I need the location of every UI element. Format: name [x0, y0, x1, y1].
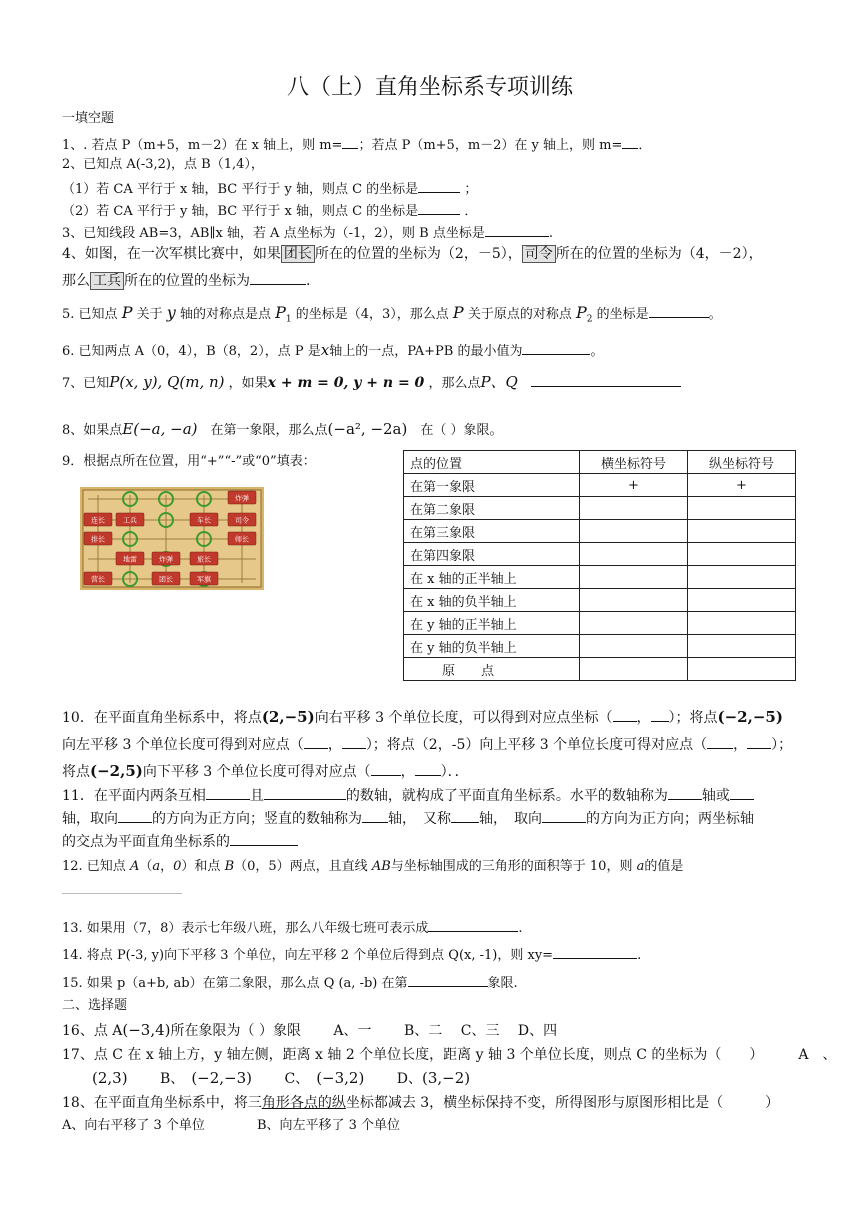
- answer-blank[interactable]: [622, 134, 638, 149]
- answer-blank[interactable]: [707, 734, 733, 749]
- table-cell-answer[interactable]: [688, 566, 796, 589]
- piece-commander: 司令: [235, 516, 249, 525]
- option-b[interactable]: (−2,−3): [191, 1069, 253, 1087]
- piece-engineer: 工兵: [123, 516, 137, 525]
- piece-bomb: 炸弹: [235, 494, 249, 503]
- question-8: 8、如果点E(−a, −a) 在第一象限，那么点(−a², −2a) 在（ ）象限。: [62, 420, 503, 438]
- table-cell-answer[interactable]: [580, 566, 688, 589]
- question-4-line-2: 那么 工兵 所在的位置的坐标为 .: [62, 270, 310, 290]
- question-6: 6. 已知两点 A（0，4），B（8，2），点 P 是x轴上的一点，PA+PB 的最小值为 。: [62, 341, 604, 359]
- table-cell-answer[interactable]: [580, 520, 688, 543]
- piece-label-engineer: 工兵: [90, 272, 124, 290]
- question-17-options: (2,3) B、 (−2,−3) C、 (−3,2) D、(3,−2): [92, 1069, 471, 1087]
- option-a-label: A 、: [798, 1047, 837, 1063]
- table-row: 原 点: [404, 658, 796, 681]
- table-cell-answer[interactable]: [688, 520, 796, 543]
- piece-flag: 军旗: [197, 575, 211, 584]
- answer-blank[interactable]: [542, 808, 586, 823]
- table-row: 在第二象限: [404, 497, 796, 520]
- piece-bomb-2: 炸弹: [159, 555, 173, 564]
- question-7: 7、已知P(x, y), Q(m, n) ，如果x + m = 0, y + n = 0 ，那么点P、Q: [62, 372, 681, 393]
- question-11: 11．在平面内两条互相 且 的数轴，就构成了平面直角坐标系。水平的数轴称为 轴或: [62, 785, 754, 805]
- option-c[interactable]: C、三: [460, 1023, 500, 1039]
- table-cell-answer[interactable]: [580, 635, 688, 658]
- table-header: 纵坐标符号: [688, 451, 796, 474]
- option-a[interactable]: (2,3): [92, 1069, 128, 1087]
- table-cell-answer[interactable]: [580, 497, 688, 520]
- question-5: 5. 已知点 P 关于 y 轴的对称点是点 $P_1$ 的坐标是（4，3），那么点 P 关于原点的对称点 $P_2$ 的坐标是 。: [62, 303, 722, 325]
- answer-blank[interactable]: [342, 734, 366, 749]
- piece-car: 车长: [197, 516, 211, 525]
- answer-blank[interactable]: [342, 134, 358, 149]
- table-cell-answer[interactable]: [580, 589, 688, 612]
- answer-blank[interactable]: [304, 734, 328, 749]
- answer-blank[interactable]: [485, 222, 549, 237]
- answer-blank[interactable]: [649, 303, 709, 318]
- table-cell-answer[interactable]: +: [688, 474, 796, 497]
- question-2-part-1: （1）若 CA 平行于 x 轴，BC 平行于 y 轴，则点 C 的坐标是 ；: [62, 178, 477, 199]
- table-cell-answer[interactable]: [688, 635, 796, 658]
- answer-blank[interactable]: [371, 761, 401, 776]
- question-9: 9．根据点所在位置，用“+”“-”或“0”填表：: [62, 454, 316, 469]
- question-2-part-2: （2）若 CA 平行于 y 轴，BC 平行于 x 轴，则点 C 的坐标是 ．: [62, 200, 477, 221]
- answer-blank[interactable]: [668, 785, 702, 800]
- answer-blank[interactable]: [522, 340, 590, 355]
- table-row: 在 y 轴的负半轴上: [404, 635, 796, 658]
- answer-blank[interactable]: [250, 270, 306, 285]
- question-10-line-3: 将点(−2,5)向下平移 3 个单位长度可得对应点（ ， ）．．: [62, 762, 469, 780]
- answer-blank[interactable]: [428, 917, 518, 932]
- answer-blank[interactable]: [553, 944, 637, 959]
- table-cell-answer[interactable]: [580, 658, 688, 681]
- military-chess-board-image: [80, 487, 264, 590]
- section-choice: 二、选择题: [62, 998, 128, 1013]
- question-13: 13. 如果用（7，8）表示七年级八班，那么八年级七班可表示成 .: [62, 917, 523, 938]
- question-4: 4、如图，在一次军棋比赛中，如果 团长 所在的位置的坐标为（2，－5）， 司令 所在的位置的坐标为（4，－2），: [62, 246, 763, 262]
- table-header-row: [404, 451, 796, 474]
- table-cell-answer[interactable]: [580, 543, 688, 566]
- piece-platoon: 排长: [91, 535, 105, 544]
- question-10-line-2: 向左平移 3 个单位长度可得到对应点（ ， ）；将点（2，-5）向上平移 3 个单位长度可得对应点（ ， ）；: [62, 734, 792, 754]
- question-3: 3、已知线段 AB=3，AB∥x 轴，若 A 点坐标为（-1，2），则 B 点坐标是 .: [62, 222, 553, 243]
- piece-company: 连长: [91, 516, 105, 525]
- piece-regiment: 团长: [159, 575, 173, 584]
- question-18: 18、在平面直角坐标系中，将三角形各点的纵坐标都减去 3，横坐标保持不变，所得图形与原图形相比是（ ）: [62, 1095, 780, 1111]
- option-c[interactable]: (−3,2): [316, 1069, 365, 1087]
- table-row: 在第四象限: [404, 543, 796, 566]
- piece-brigade: 旅长: [197, 555, 211, 564]
- option-d[interactable]: (3,−2): [422, 1069, 471, 1087]
- section-fill-in: 一填空题: [62, 111, 115, 126]
- answer-blank[interactable]: [747, 734, 771, 749]
- table-header: 点的位置: [404, 451, 580, 474]
- option-b[interactable]: B、向左平移了 3 个单位: [256, 1118, 401, 1133]
- answer-blank[interactable]: [230, 831, 298, 846]
- page-title: 八（上）直角坐标系专项训练: [286, 75, 573, 100]
- option-b[interactable]: B、二: [404, 1023, 443, 1039]
- answer-blank[interactable]: [415, 761, 441, 776]
- option-a[interactable]: A、一: [333, 1023, 372, 1039]
- piece-label-regiment: 团长: [281, 245, 315, 263]
- table-row: 在 x 轴的负半轴上: [404, 589, 796, 612]
- question-11-line-2: 轴，取向 的方向为正方向；竖直的数轴称为 轴， 又称 轴， 取向 的方向为正方向；两坐标轴: [62, 808, 754, 828]
- question-1: 1、. 若点 P（m+5，m－2）在 x 轴上，则 m= ；若点 P（m+5，m－2）在 y 轴上，则 m= ．: [62, 134, 651, 155]
- question-16: 16、点 A(−3,4)所在象限为（ ）象限 A、一 B、二 C、三 D、四: [62, 1021, 558, 1039]
- question-12: 12. 已知点 A（a，0）和点 B（0，5）两点，且直线 AB与坐标轴围成的三角形的面积等于 10，则 a的值是: [62, 859, 684, 874]
- answer-blank[interactable]: [118, 808, 152, 823]
- answer-blank[interactable]: [531, 372, 681, 387]
- table-cell-answer[interactable]: +: [580, 474, 688, 497]
- answer-blank[interactable]: [451, 808, 479, 823]
- question-14: 14. 将点 P(-3, y)向下平移 3 个单位，向左平移 2 个单位后得到点 Q(x, -1)，则 xy= .: [62, 944, 641, 965]
- piece-mine: 地雷: [123, 555, 137, 564]
- table-cell-answer[interactable]: [688, 589, 796, 612]
- answer-blank[interactable]: [418, 178, 460, 193]
- table-row: 在第一象限 + +: [404, 474, 796, 497]
- table-row: 在 x 轴的正半轴上: [404, 566, 796, 589]
- piece-battalion: 营长: [91, 575, 105, 584]
- answer-blank[interactable]: [730, 785, 754, 800]
- answer-blank[interactable]: [264, 785, 346, 800]
- table-cell-answer[interactable]: [688, 497, 796, 520]
- table-header: 横坐标符号: [580, 451, 688, 474]
- question-2: 2、已知点 A(-3,2)，点 B（1,4），: [62, 157, 264, 172]
- question-18-options: [62, 1117, 400, 1135]
- table-cell-answer[interactable]: [688, 543, 796, 566]
- table-cell-answer[interactable]: [688, 612, 796, 635]
- piece-division: 师长: [235, 535, 249, 544]
- option-a[interactable]: A、向右平移了 3 个单位: [62, 1118, 205, 1133]
- answer-blank[interactable]: [362, 808, 388, 823]
- answer-blank[interactable]: [418, 200, 460, 215]
- table-cell-answer[interactable]: [580, 612, 688, 635]
- option-d[interactable]: D、四: [517, 1023, 558, 1039]
- answer-blank[interactable]: [206, 785, 250, 800]
- question-15: 15. 如果 p（a+b, ab）在第二象限，那么点 Q (a, -b) 在第 象限.: [62, 972, 518, 993]
- table-row: 在 y 轴的正半轴上: [404, 612, 796, 635]
- question-11-line-3: 的交点为平面直角坐标系的: [62, 831, 298, 851]
- table-row: 在第三象限: [404, 520, 796, 543]
- answer-blank[interactable]: [613, 707, 637, 722]
- question-17: 17、点 C 在 x 轴上方，y 轴左侧，距离 x 轴 2 个单位长度，距离 y 轴 3 个单位长度，则点 C 的坐标为（ ） A 、: [62, 1047, 837, 1063]
- piece-label-commander: 司令: [522, 245, 556, 263]
- answer-line-q12[interactable]: [62, 893, 182, 894]
- coordinate-sign-table: [403, 450, 796, 681]
- table-cell-answer[interactable]: [688, 658, 796, 681]
- answer-blank[interactable]: [651, 707, 669, 722]
- answer-blank[interactable]: [408, 972, 488, 987]
- question-10: 10．在平面直角坐标系中，将点(2,−5)向右平移 3 个单位长度，可以得到对应点坐标（ ， ）；将点(−2,−5): [62, 708, 783, 726]
